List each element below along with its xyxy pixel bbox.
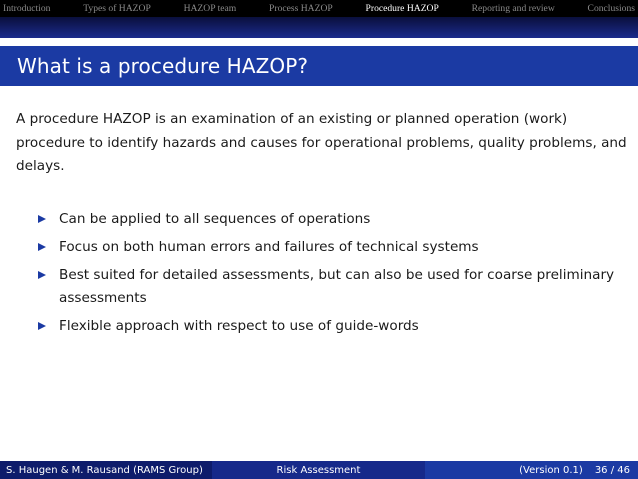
triangle-bullet-icon [38, 243, 46, 251]
list-item [36, 264, 626, 310]
nav-introduction[interactable]: Introduction [3, 3, 51, 14]
bullet-text: Flexible approach with respect to use of guide-words [59, 318, 419, 334]
triangle-bullet-icon [38, 271, 46, 279]
footer-authors [0, 461, 212, 479]
footer-course [212, 461, 425, 479]
slide-footer [0, 461, 638, 479]
footer-course-text: Risk Assessment [276, 464, 361, 476]
bullet-list [36, 208, 626, 343]
footer-authors-text: S. Haugen & M. Rausand (RAMS Group) [6, 464, 203, 476]
bullet-text: Can be applied to all sequences of operations [59, 211, 371, 227]
nav-reporting-and-review[interactable]: Reporting and review [471, 3, 555, 14]
footer-version: (Version 0.1) [519, 464, 583, 476]
nav-types-of-hazop[interactable]: Types of HAZOP [83, 3, 151, 14]
list-item [36, 315, 626, 338]
top-navigation [0, 0, 638, 17]
intro-paragraph: A procedure HAZOP is an examination of an existing or planned operation (work) procedure to identify hazards and causes for operational problems, quality problems, and delays. [16, 111, 627, 174]
bullet-text: Best suited for detailed assessments, but can also be used for coarse preliminary assessments [59, 267, 615, 306]
footer-page-number: 36 / 46 [594, 464, 630, 476]
nav-conclusions[interactable]: Conclusions [587, 3, 635, 14]
footer-version-page [425, 461, 638, 479]
nav-procedure-hazop[interactable]: Procedure HAZOP [365, 3, 439, 14]
list-item [36, 236, 626, 259]
nav-hazop-team[interactable]: HAZOP team [183, 3, 237, 14]
triangle-bullet-icon [38, 215, 46, 223]
slide-title: What is a procedure HAZOP? [17, 54, 309, 78]
bullet-text: Focus on both human errors and failures of technical systems [59, 239, 479, 255]
triangle-bullet-icon [38, 322, 46, 330]
list-item [36, 208, 626, 231]
header-gradient-band [0, 17, 638, 38]
slide-title-bar [0, 46, 638, 86]
nav-process-hazop[interactable]: Process HAZOP [269, 3, 333, 14]
